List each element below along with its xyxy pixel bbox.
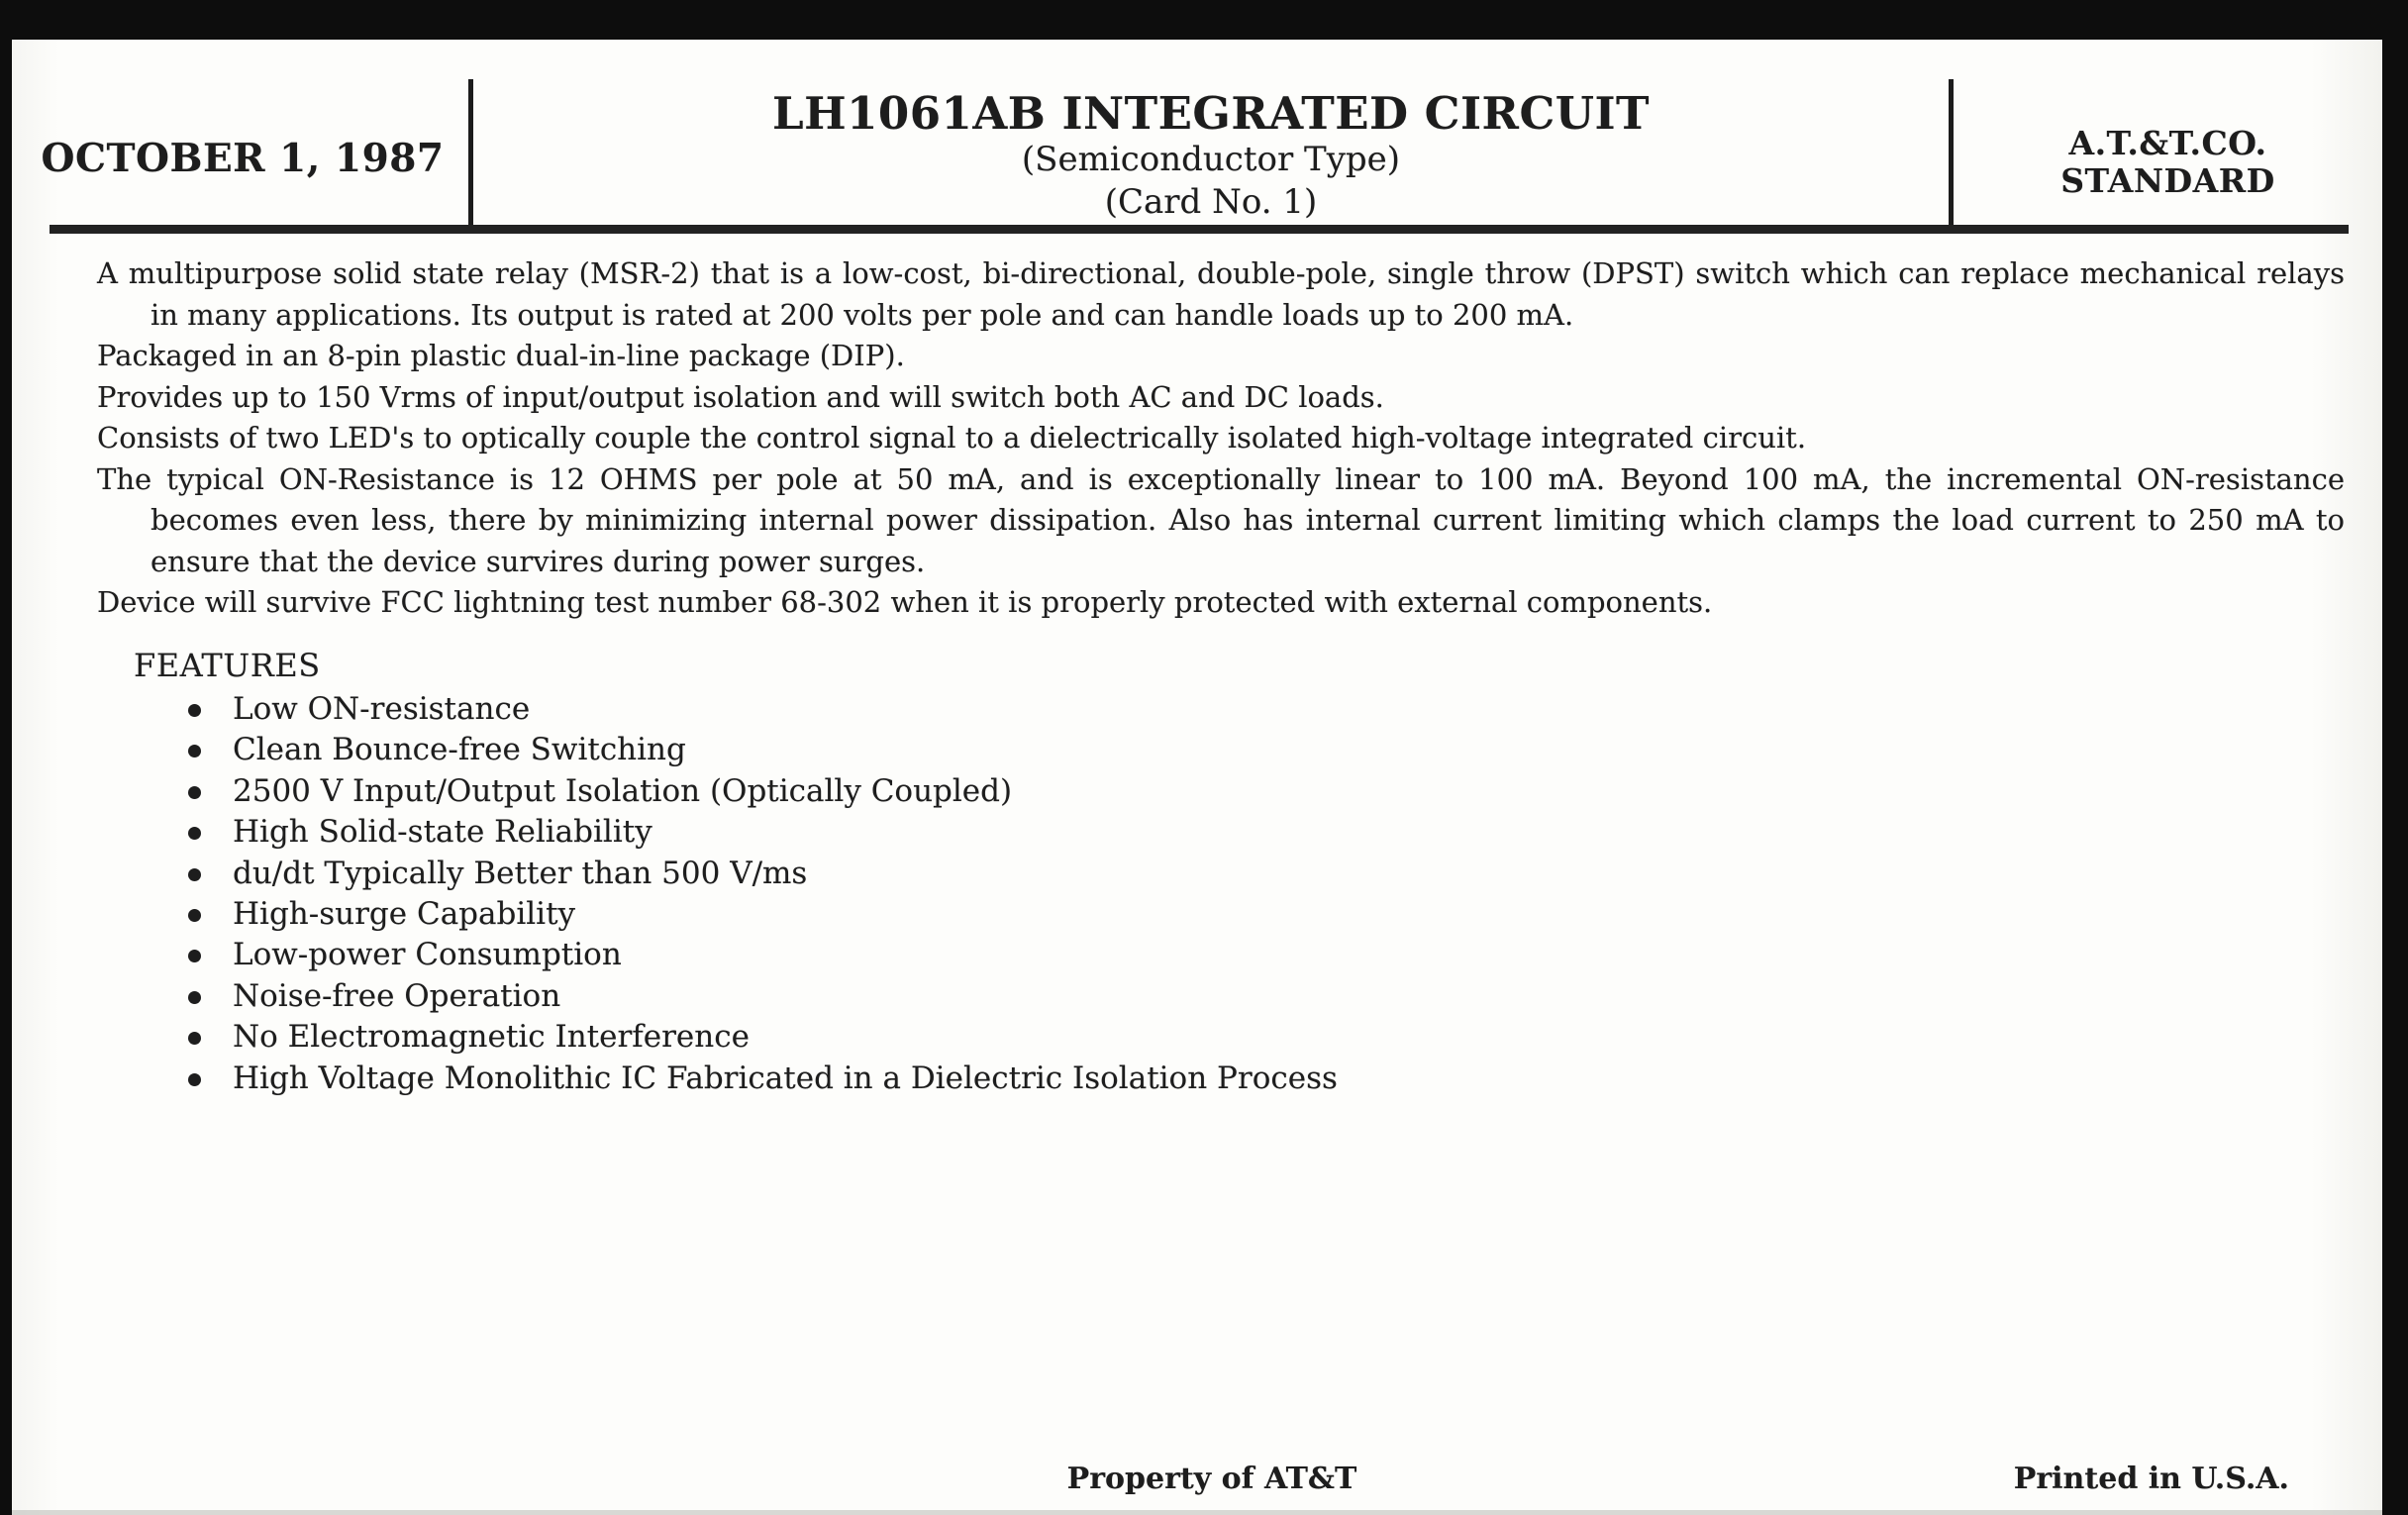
paragraph: Packaged in an 8-pin plastic dual-in-line package (DIP). — [97, 339, 905, 372]
page-title: LH1061AB INTEGRATED CIRCUIT — [771, 87, 1651, 140]
paragraph: Provides up to 150 Vrms of input/output isolation and will switch both AC and DC loads. — [97, 379, 1384, 414]
bullet-icon — [188, 745, 201, 758]
feature-item — [188, 689, 1338, 730]
feature-item — [188, 854, 1338, 894]
footer-property-notice: Property of AT&T — [1066, 1462, 1357, 1496]
feature-item — [188, 935, 1338, 975]
feature-item — [188, 771, 1338, 812]
features-heading: FEATURES — [134, 647, 321, 684]
header-date: OCTOBER 1, 1987 — [41, 136, 445, 181]
feature-text: Clean Bounce-free Switching — [233, 732, 686, 768]
page — [12, 40, 2382, 1515]
bullet-icon — [188, 950, 201, 962]
footer-printed-notice: Printed in U.S.A. — [2013, 1462, 2289, 1496]
features-list — [188, 689, 1338, 1099]
description-section — [97, 253, 2345, 624]
feature-item — [188, 1059, 1338, 1099]
feature-text: No Electromagnetic Interference — [233, 1019, 750, 1056]
feature-text: High-surge Capability — [233, 896, 576, 933]
bullet-icon — [188, 827, 201, 840]
paragraph: Consists of two LED's to optically couple the control signal to a dielectrically isolated high-voltage integrated circuit. — [97, 421, 1807, 454]
feature-text: High Solid-state Reliability — [233, 814, 652, 851]
feature-text: Low ON-resistance — [233, 691, 531, 727]
bullet-icon — [188, 1032, 201, 1045]
header-rule — [50, 225, 2349, 234]
feature-text: 2500 V Input/Output Isolation (Optically Coupled) — [233, 772, 1013, 809]
feature-item — [188, 976, 1338, 1017]
header-title-block — [473, 89, 1949, 224]
bullet-icon — [188, 704, 201, 717]
paragraph: Device will survive FCC lightning test number 68-302 when it is properly protected with external components. — [97, 585, 1713, 619]
paragraph: The typical ON-Resistance is 12 OHMS per pole at 50 mA, and is exceptionally linear to 100 mA. Beyond 100 mA, the incremental ON-resistance becomes even less, there by minimizing internal power dissipation. Also has internal current limiting which clamps the load current to 250 mA to ensure that the device survires during power surges. — [97, 461, 2345, 578]
feature-item — [188, 894, 1338, 935]
feature-text: du/dt Typically Better than 500 V/ms — [233, 855, 808, 891]
header-org-block — [1954, 125, 2382, 200]
feature-text: Noise-free Operation — [233, 977, 561, 1014]
feature-text: High Voltage Monolithic IC Fabricated in a Dielectric Isolation Process — [233, 1060, 1338, 1096]
page-subtitle-type: (Semiconductor Type) — [1021, 140, 1401, 179]
org-standard: STANDARD — [2060, 161, 2275, 200]
feature-item — [188, 812, 1338, 853]
paragraph: A multipurpose solid state relay (MSR-2) that is a low-cost, bi-directional, double-pole, single throw (DPST) switch which can replace mechanical relays in many applications. Its output is rated at 200 volts per pole and can handle loads up to 200 mA. — [97, 256, 2345, 332]
page-subtitle-card: (Card No. 1) — [1104, 182, 1318, 222]
bullet-icon — [188, 991, 201, 1004]
bullet-icon — [188, 1073, 201, 1086]
feature-item — [188, 730, 1338, 770]
bullet-icon — [188, 786, 201, 799]
feature-text: Low-power Consumption — [233, 937, 622, 973]
bullet-icon — [188, 909, 201, 922]
feature-item — [188, 1017, 1338, 1058]
bullet-icon — [188, 868, 201, 881]
org-name: A.T.&T.CO. — [2068, 124, 2267, 162]
